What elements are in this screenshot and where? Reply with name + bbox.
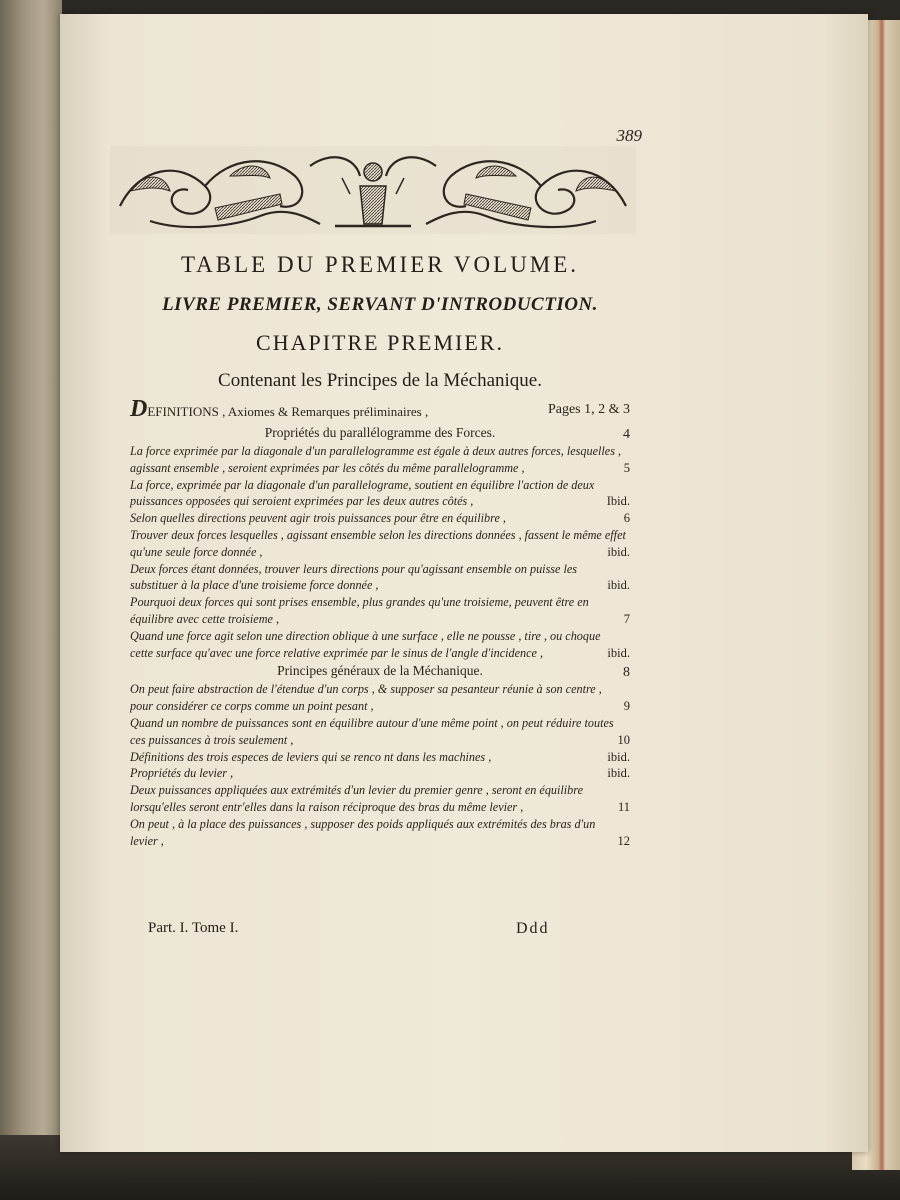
toc-entry	[130, 628, 630, 662]
toc-entry	[130, 715, 630, 749]
toc-entry	[130, 510, 630, 527]
volume-reference: Part. I. Tome I.	[148, 920, 239, 936]
toc-entry-page: ibid.	[607, 749, 630, 764]
toc-entry-page: 6	[623, 511, 630, 526]
toc-entry-page: ibid.	[607, 645, 630, 660]
section-label: Principes généraux de la Méchanique.	[277, 663, 483, 679]
chapter-subtitle: Contenant les Principes de la Méchanique.	[218, 370, 542, 391]
toc-entry-page: 7	[623, 611, 630, 626]
section-label: Propriétés du parallélogramme des Forces.	[264, 425, 496, 440]
signature-mark: Ddd	[516, 920, 550, 937]
toc-entry-page: 12	[617, 833, 630, 848]
toc-entry-page: ibid.	[607, 578, 630, 593]
section-page: 4	[623, 427, 630, 442]
toc-entry-page: 5	[623, 460, 630, 475]
toc-entry-text: La force, exprimée par la diagonale d'un parallelograme, soutient en équilibre l'action de deux puissances opposées qui seroient exprimées par les deux autres côtés ,	[130, 477, 595, 509]
toc-entry	[130, 527, 630, 561]
section-page: 8	[623, 665, 630, 681]
toc-entry-text: Quand un nombre de puissances sont en équilibre autour d'une même point , on peut réduire toutes ces puissances à trois seulement ,	[130, 715, 614, 747]
table-title: TABLE DU PREMIER VOLUME.	[180, 252, 580, 277]
toc-entry-text: On peut , à la place des puissances , supposer des poids appliqués aux extrémités des bras d'un levier ,	[130, 816, 596, 848]
toc-entry	[130, 594, 630, 628]
toc-entry-text: Quand une force agit selon une direction oblique à une surface , elle ne pousse , tire , ou choque cette surface qu'avec une force relative exprimée par le sinus de l'angle d'incidence ,	[130, 628, 601, 660]
toc-entry	[130, 443, 630, 477]
toc-entry-text: Deux puissances appliquées aux extrémités d'un levier du premier genre , seront en équilibre lorsqu'elles seront entr'elles dans la raison réciproque des bras du même levier ,	[130, 783, 583, 814]
toc-entry	[130, 477, 630, 511]
toc-entry-text: On peut faire abstraction de l'étendue d'un corps , & supposer sa pesanteur réunie à son centre , pour considérer ce corps comme un point pesant ,	[130, 682, 602, 714]
toc-entry	[130, 749, 630, 766]
chapter-heading: CHAPITRE PREMIER.	[256, 330, 504, 355]
toc-entry-page: 11	[617, 799, 630, 814]
toc-entry-page: ibid.	[607, 766, 630, 781]
page-number: 389	[616, 126, 642, 145]
toc-entry-page: 10	[617, 732, 630, 747]
toc-entry	[130, 782, 630, 816]
toc-entry-page: Pages 1, 2 & 3	[547, 402, 630, 417]
toc-entry-page: ibid.	[607, 544, 630, 559]
drop-cap: D	[130, 396, 148, 422]
book-subtitle: LIVRE PREMIER, SERVANT D'INTRODUCTION.	[162, 294, 598, 315]
section-heading-principles	[130, 661, 630, 681]
toc-entry-page: 9	[623, 699, 630, 714]
toc-entry	[130, 561, 630, 595]
toc-entry-text: EFINITIONS , Axiomes & Remarques préliminaires ,	[147, 404, 429, 419]
toc-entry-text: Deux forces étant données, trouver leurs directions pour qu'agissant ensemble on puisse les substituer à la place d'une troisieme force donnée ,	[130, 561, 578, 593]
toc-entry-text: La force exprimée par la diagonale d'un parallelogramme est égale à deux autres forces, lesquelles , agissant ensemble , seroient exprimées par les côtés du même parallelogramme ,	[130, 444, 622, 475]
book-left-edge	[0, 0, 62, 1200]
toc-entry-text: Trouver deux forces lesquelles , agissant ensemble selon les directions données , fassent le même effet qu'une seule force donnée ,	[130, 527, 626, 559]
table-of-contents	[130, 398, 630, 849]
section-heading-forces	[130, 423, 630, 443]
toc-entry-text: Propriétés du levier ,	[130, 766, 234, 781]
toc-entry-definitions	[130, 398, 630, 423]
toc-entry-text: Définitions des trois especes de leviers qui se renco nt dans les machines ,	[130, 749, 492, 764]
engraved-ornament-headpiece	[110, 146, 636, 234]
toc-entry	[130, 816, 630, 850]
toc-entry	[130, 681, 630, 715]
toc-entry-text: Pourquoi deux forces qui sont prises ensemble, plus grandes qu'une troisieme, peuvent être en équilibre avec cette troisieme ,	[130, 595, 589, 626]
toc-entry-text: Selon quelles directions peuvent agir trois puissances pour être en équilibre ,	[130, 511, 506, 526]
toc-entry	[130, 765, 630, 782]
toc-entry-page: Ibid.	[606, 494, 630, 509]
